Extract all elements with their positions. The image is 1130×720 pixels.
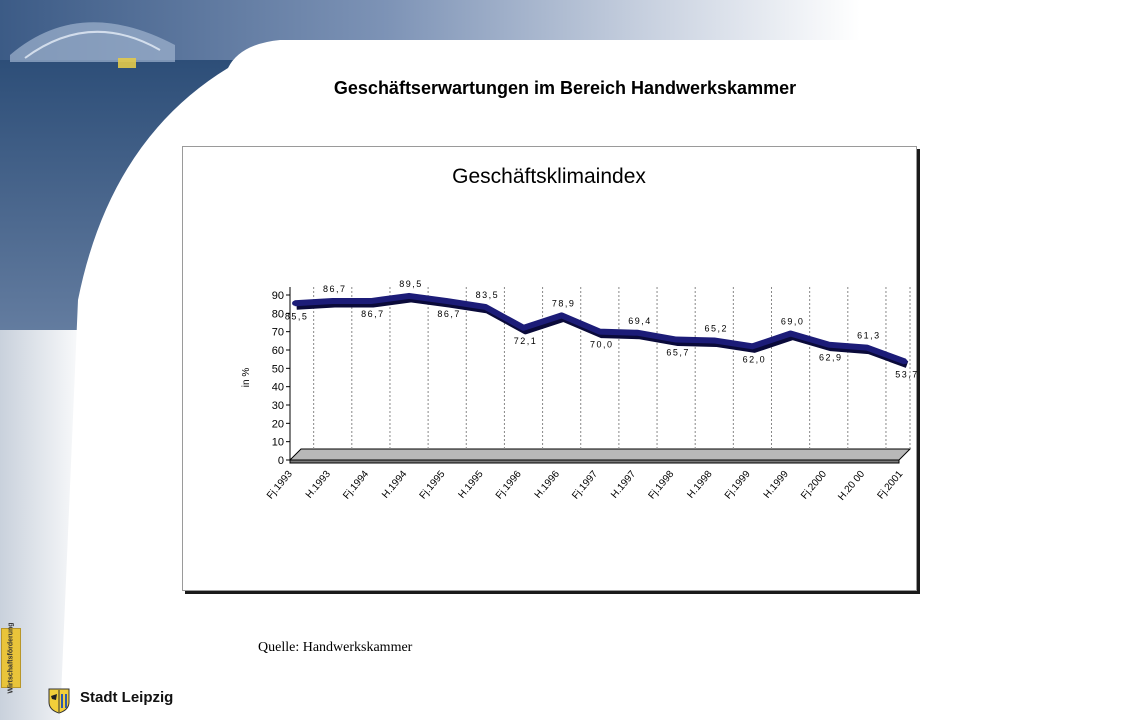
data-point: [903, 359, 908, 364]
y-tick-label: 20: [271, 418, 284, 431]
data-label: 69,0: [780, 316, 805, 327]
data-point: [788, 331, 793, 336]
y-tick-label: 0: [277, 455, 284, 467]
data-label: 83,5: [475, 289, 500, 300]
data-point: [864, 345, 869, 350]
slide-title: Geschäftserwartungen im Bereich Handwerkskammer: [333, 78, 797, 98]
data-label: 85,5: [284, 311, 309, 322]
data-point: [292, 301, 297, 306]
x-tick-label: H.1997: [609, 468, 639, 501]
data-label: 72,1: [513, 335, 538, 346]
x-tick-label: Fj.1995: [417, 468, 448, 502]
data-point: [750, 344, 755, 349]
y-tick-label: 40: [271, 381, 284, 394]
data-point: [483, 304, 488, 309]
x-tick-label: H.20 00: [836, 468, 868, 503]
y-tick-label: 60: [271, 345, 284, 357]
data-point: [445, 299, 450, 304]
data-point: [597, 329, 602, 334]
x-tick-label: H.1998: [685, 468, 715, 501]
data-label: 89,5: [399, 278, 423, 289]
chart-floor-edge: [290, 460, 899, 463]
x-tick-label: Fj.1999: [722, 468, 753, 502]
chart-floor: [290, 449, 910, 460]
x-tick-label: Fj.1996: [493, 468, 524, 502]
x-tick-label: Fj.2000: [799, 468, 830, 502]
data-label: 65,7: [666, 347, 690, 358]
data-label: 86,7: [361, 309, 385, 320]
y-axis-label: in %: [241, 367, 252, 388]
line-chart: [183, 147, 919, 590]
x-tick-label: H.1996: [532, 468, 562, 501]
x-tick-label: H.1994: [380, 468, 410, 501]
x-tick-label: Fj.1994: [341, 468, 372, 502]
data-point: [407, 293, 412, 298]
data-point: [826, 342, 831, 347]
x-tick-label: Fj.1998: [646, 468, 677, 502]
y-tick-label: 50: [271, 363, 284, 376]
data-label: 70,0: [590, 339, 614, 350]
side-badge: [1, 622, 21, 694]
data-point: [559, 313, 564, 318]
data-label: 78,9: [551, 298, 576, 309]
data-point: [674, 337, 679, 342]
data-point: [712, 338, 717, 343]
source-note: Quelle: Handwerkskammer: [258, 640, 413, 655]
data-point: [368, 299, 373, 304]
data-label: 53,7: [895, 369, 919, 380]
y-tick-label: 10: [271, 436, 284, 449]
x-tick-label: H.1999: [761, 468, 791, 501]
data-label: 86,7: [322, 284, 347, 295]
y-tick-label: 70: [271, 326, 284, 339]
data-point: [330, 299, 335, 304]
y-tick-label: 90: [271, 290, 284, 302]
brand-name: Stadt Leipzig: [80, 689, 174, 706]
y-tick-label: 80: [271, 308, 284, 321]
data-label: 61,3: [857, 330, 881, 341]
y-tick-label: 30: [271, 400, 284, 412]
x-tick-label: Fj.1993: [265, 468, 295, 502]
data-label: 86,7: [437, 309, 461, 320]
chart-frame: [182, 146, 917, 591]
chart-title: Geschäftsklimaindex: [452, 165, 646, 188]
x-tick-label: H.1995: [456, 468, 486, 501]
x-tick-label: H.1993: [303, 468, 334, 501]
data-label: 62,9: [818, 352, 843, 363]
city-coat-of-arms-icon: [48, 688, 70, 714]
data-label: 62,0: [742, 354, 767, 365]
x-tick-label: Fj.1997: [570, 468, 601, 502]
data-point: [521, 325, 526, 330]
data-label: 69,4: [628, 315, 652, 326]
side-badge-label: Wirtschaftsförderung: [7, 622, 15, 694]
data-label: 65,2: [704, 323, 729, 334]
x-tick-label: Fj.2001: [875, 468, 906, 502]
data-point: [635, 330, 640, 335]
